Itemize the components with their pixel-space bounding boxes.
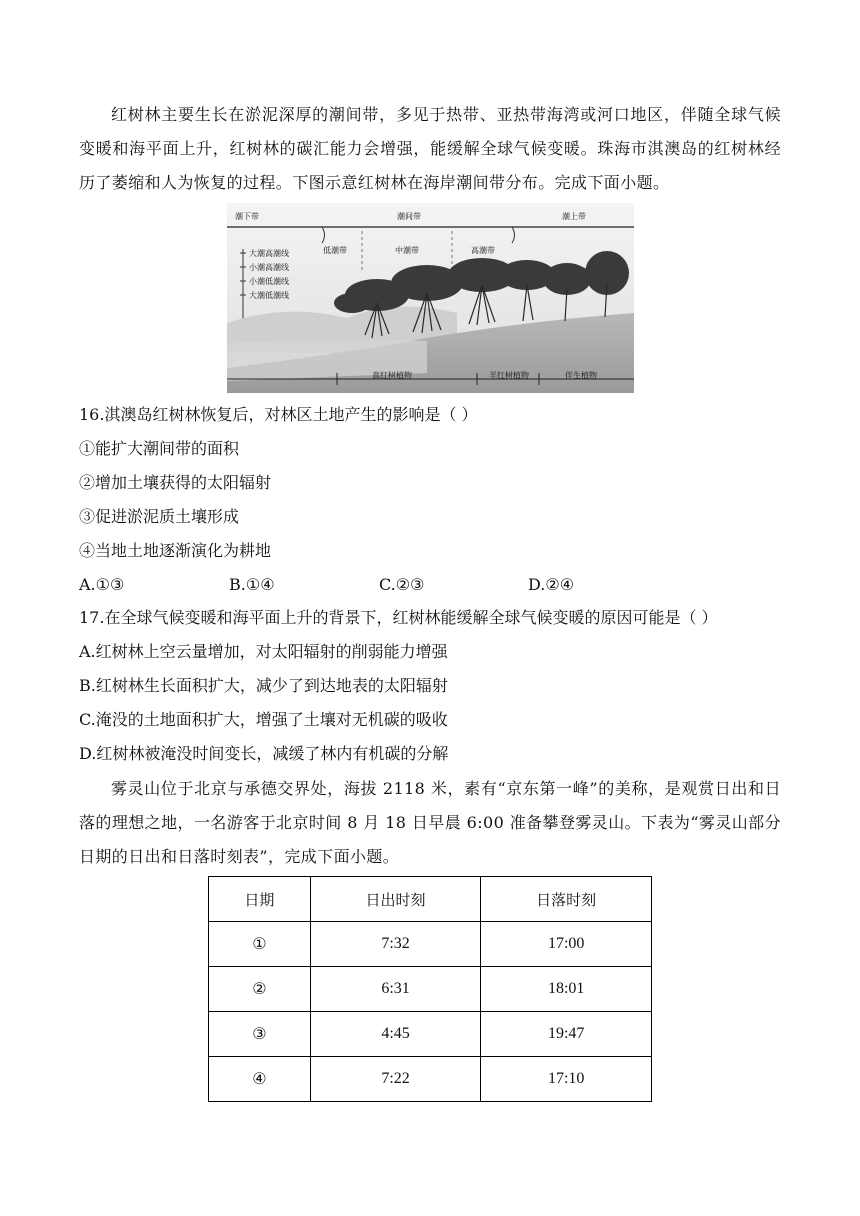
table-header-row xyxy=(209,877,652,922)
zone-label-subtidal: 潮下带 xyxy=(235,212,259,221)
cell-date: ① xyxy=(209,922,311,967)
header-date: 日期 xyxy=(209,877,311,922)
mangrove-diagram xyxy=(227,203,634,393)
header-sunset: 日落时刻 xyxy=(481,877,652,922)
cell-sunset: 19:47 xyxy=(481,1012,652,1057)
cell-sunrise: 4:45 xyxy=(310,1012,481,1057)
q16-option-a[interactable]: A.①③ xyxy=(79,575,125,594)
cell-sunset: 18:01 xyxy=(481,967,652,1012)
passage-wuling-mountain: 雾灵山位于北京与承德交界处，海拔 2118 米，素有“京东第一峰”的美称，是观赏日出和日落的理想之地，一名游客于北京时间 8 月 18 日早晨 6:00 准备攀登雾灵山。下表为“雾灵山部分日期的日出和日落时刻表”，完成下面小题。 xyxy=(79,779,781,866)
q16-option-b[interactable]: B.①④ xyxy=(229,575,275,594)
q16-item-3: ③促进淤泥质土壤形成 xyxy=(79,507,240,526)
tide-line-spring-high: 大潮高潮线 xyxy=(249,249,289,258)
mangrove-intertidal-figure xyxy=(227,203,634,393)
table-row xyxy=(209,1012,652,1057)
tide-line-neap-low: 小潮低潮线 xyxy=(249,277,289,286)
sunrise-sunset-table xyxy=(208,876,652,1102)
q17-option-c[interactable]: C.淹没的土地面积扩大，增强了土壤对无机碳的吸收 xyxy=(79,710,448,729)
q16-stem: 16.淇澳岛红树林恢复后，对林区土地产生的影响是（ ） xyxy=(79,405,478,424)
plant-label-associate: 伴生植物 xyxy=(565,371,597,380)
tide-line-neap-high: 小潮高潮线 xyxy=(249,263,289,272)
passage-mangrove: 红树林主要生长在淤泥深厚的潮间带，多见于热带、亚热带海湾或河口地区，伴随全球气候变暖和海平面上升，红树林的碳汇能力会增强，能缓解全球气候变暖。珠海市淇澳岛的红树林经历了萎缩和人为恢复的过程。下图示意红树林在海岸潮间带分布。完成下面小题。 xyxy=(79,105,781,192)
zone-label-intertidal: 潮间带 xyxy=(397,212,421,221)
q16-options xyxy=(79,568,779,602)
cell-date: ③ xyxy=(209,1012,311,1057)
table-row xyxy=(209,1057,652,1102)
cell-date: ④ xyxy=(209,1057,311,1102)
q16-option-d[interactable]: D.②④ xyxy=(528,575,575,594)
cell-sunset: 17:00 xyxy=(481,922,652,967)
q16-item-4: ④当地土地逐渐演化为耕地 xyxy=(79,541,272,560)
zone-label-supratidal: 潮上带 xyxy=(562,212,586,221)
q16-item-1: ①能扩大潮间带的面积 xyxy=(79,439,240,458)
cell-sunrise: 7:32 xyxy=(310,922,481,967)
cell-sunset: 17:10 xyxy=(481,1057,652,1102)
subzone-label-low: 低潮带 xyxy=(323,246,347,255)
header-sunrise: 日出时刻 xyxy=(310,877,481,922)
q17-option-b[interactable]: B.红树林生长面积扩大，减少了到达地表的太阳辐射 xyxy=(79,676,448,695)
plant-label-true-mangrove: 真红树植物 xyxy=(372,371,412,380)
cell-sunrise: 6:31 xyxy=(310,967,481,1012)
cell-date: ② xyxy=(209,967,311,1012)
table-row xyxy=(209,967,652,1012)
plant-label-semi-mangrove: 半红树植物 xyxy=(489,371,529,380)
table-row xyxy=(209,922,652,967)
subzone-label-middle: 中潮带 xyxy=(395,246,419,255)
q17-option-a[interactable]: A.红树林上空云量增加，对太阳辐射的削弱能力增强 xyxy=(79,642,448,661)
tide-line-spring-low: 大潮低潮线 xyxy=(249,291,289,300)
subzone-label-high: 高潮带 xyxy=(471,246,495,255)
q17-stem: 17.在全球气候变暖和海平面上升的背景下，红树林能缓解全球气候变暖的原因可能是（ ） xyxy=(79,608,718,627)
q16-item-2: ②增加土壤获得的太阳辐射 xyxy=(79,473,272,492)
q16-option-c[interactable]: C.②③ xyxy=(379,575,425,594)
q17-option-d[interactable]: D.红树林被淹没时间变长，减缓了林内有机碳的分解 xyxy=(79,744,449,763)
cell-sunrise: 7:22 xyxy=(310,1057,481,1102)
